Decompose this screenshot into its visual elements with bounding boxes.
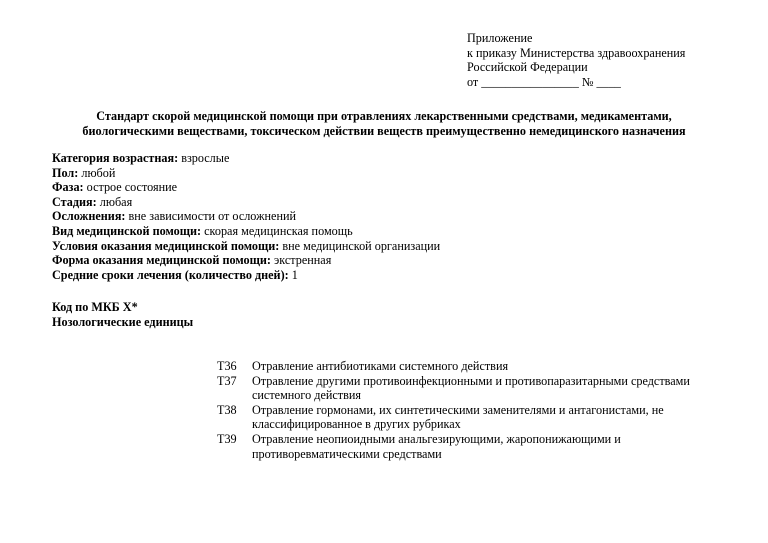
appendix-order-line: к приказу Министерства здравоохранения [467,45,686,60]
param-label: Пол: [52,165,79,180]
list-item [217,403,737,432]
param-complications [52,209,752,224]
appendix-date-number-line: от ________________ № ____ [467,74,621,89]
param-label: Фаза: [52,180,84,195]
list-item [217,359,737,374]
list-item [217,432,737,461]
icd-description-line: Отравление неопиоидными анальгезирующими, жаропонижающими и [252,431,621,446]
icd-description [252,432,737,461]
list-item [217,374,737,403]
mkb-header [52,300,193,329]
param-phase [52,180,752,195]
param-label: Вид медицинской помощи: [52,223,202,238]
param-value: любой [78,165,116,180]
param-value: вне медицинской организации [279,238,441,253]
document-title-line-2: биологическими веществами, токсическом действии веществ преимущественно немедицинского назначения [82,123,686,138]
param-label: Категория возрастная: [52,151,179,165]
icd-code: T39 [217,431,237,446]
icd-description [252,359,737,374]
param-care-form [52,253,752,268]
param-label: Форма оказания медицинской помощи: [52,253,271,268]
icd-code: T38 [217,402,237,417]
param-label: Средние сроки лечения (количество дней): [52,267,289,282]
param-value: вне зависимости от осложнений [125,209,297,224]
param-value: острое состояние [83,180,178,195]
appendix-block [467,31,757,89]
param-value: скорая медицинская помощь [201,223,353,238]
icd-description [252,374,737,403]
icd-description [252,403,737,432]
nosological-units-label: Нозологические единицы [52,314,194,329]
param-value: 1 [288,267,298,282]
appendix-title: Приложение [467,31,533,45]
icd-description-line: классифицированное в других рубриках [252,417,461,432]
icd-description-line: противоревматическими средствами [252,446,442,461]
param-care-conditions [52,239,752,254]
param-sex [52,166,752,181]
document-title [40,109,728,138]
icd-description-line: Отравление другими противоинфекционными и противопаразитарными средствами [252,373,690,388]
icd-description-line: системного действия [252,388,361,403]
icd-code: T36 [217,359,237,373]
icd-description-line: Отравление антибиотиками системного действия [252,359,509,373]
mkb-code-label: Код по МКБ X* [52,300,138,314]
param-treatment-duration [52,268,752,283]
param-value: любая [96,194,133,209]
standard-parameters [52,151,752,282]
param-age-category [52,151,752,166]
icd-code-list [217,359,737,461]
param-value: взрослые [178,151,230,165]
param-stage [52,195,752,210]
appendix-federation-line: Российской Федерации [467,60,588,75]
param-label: Стадия: [52,194,97,209]
document-title-line-1: Стандарт скорой медицинской помощи при отравлениях лекарственными средствами, медикаментами, [96,109,672,123]
icd-code: T37 [217,373,237,388]
param-care-type [52,224,752,239]
icd-description-line: Отравление гормонами, их синтетическими заменителями и антагонистами, не [252,402,664,417]
param-value: экстренная [270,253,332,268]
param-label: Условия оказания медицинской помощи: [52,238,280,253]
param-label: Осложнения: [52,209,126,224]
